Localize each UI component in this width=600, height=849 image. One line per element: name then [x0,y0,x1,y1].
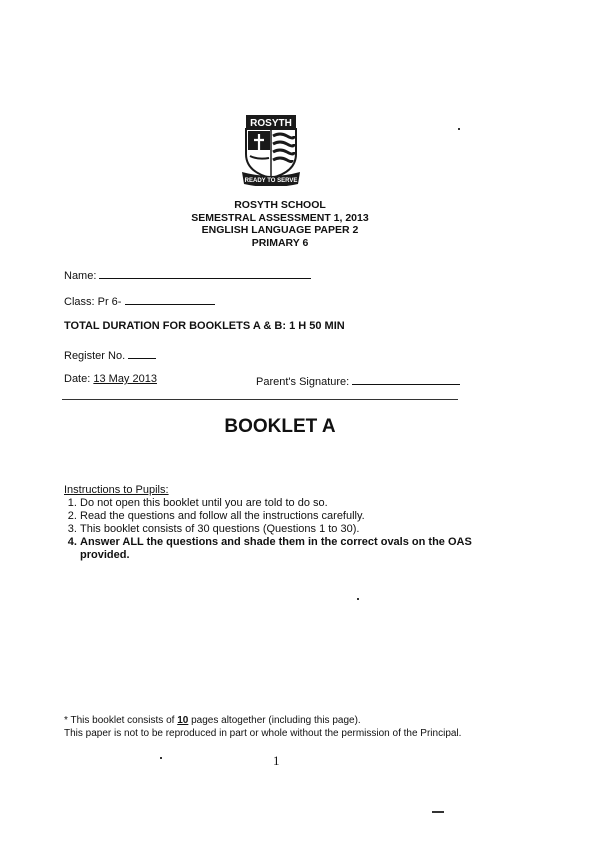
crest-motto-text: READY TO SERVE [244,178,298,184]
class-row [64,293,215,308]
instructions-block [64,484,504,562]
date-value: 13 May 2013 [93,373,157,385]
register-row [64,347,156,362]
assessment-title: SEMESTRAL ASSESSMENT 1, 2013 [191,211,369,224]
scan-speck [458,128,460,130]
pages-note-suffix: pages altogether (including this page). [191,715,361,726]
name-field[interactable] [99,267,311,279]
divider-rule [62,399,458,400]
paper-title: ENGLISH LANGUAGE PAPER 2 [201,224,359,236]
scan-speck [357,598,359,600]
level-title: PRIMARY 6 [251,236,309,249]
register-label: Register No. [64,350,126,362]
class-label: Class: [64,296,95,308]
school-crest-logo [240,114,302,186]
pages-note-prefix: * This booklet consists of [64,715,175,726]
instruction-item: 1. Do not open this booklet until you are told to do so. [80,497,504,510]
instructions-heading: Instructions to Pupils: [64,484,169,496]
scan-speck [432,811,444,813]
scan-speck [160,757,162,759]
signature-field[interactable] [352,373,460,385]
instruction-item: 4. Answer ALL the questions and shade them in the correct ovals on the OAS provided. [80,536,504,562]
crest-top-text: ROSYTH [250,118,292,129]
date-row [64,373,157,385]
copyright-note: This paper is not to be reproduced in part or whole without the permission of the Principal. [64,728,462,739]
name-label: Name: [64,270,97,282]
instructions-list [64,497,504,562]
footer-notes [64,714,461,740]
pages-note [64,714,461,727]
pages-count: 10 [177,715,189,726]
booklet-title-text: BOOKLET A [224,416,336,437]
page-number: 1 [273,753,280,768]
class-field[interactable] [125,293,215,305]
signature-row [256,373,460,388]
signature-label: Parent's Signature: [256,376,350,388]
name-row [64,267,311,282]
instruction-item: 3. This booklet consists of 30 questions (Questions 1 to 30). [80,523,504,536]
date-label: Date: [64,373,91,385]
school-name: ROSYTH SCHOOL [234,199,326,211]
register-field[interactable] [128,347,156,359]
total-duration: TOTAL DURATION FOR BOOKLETS A & B: 1 H 50 MIN [64,320,345,332]
booklet-title [0,416,600,438]
exam-header [0,199,600,249]
instruction-item: 2. Read the questions and follow all the instructions carefully. [80,510,504,523]
class-prefix: Pr 6- [97,296,122,308]
